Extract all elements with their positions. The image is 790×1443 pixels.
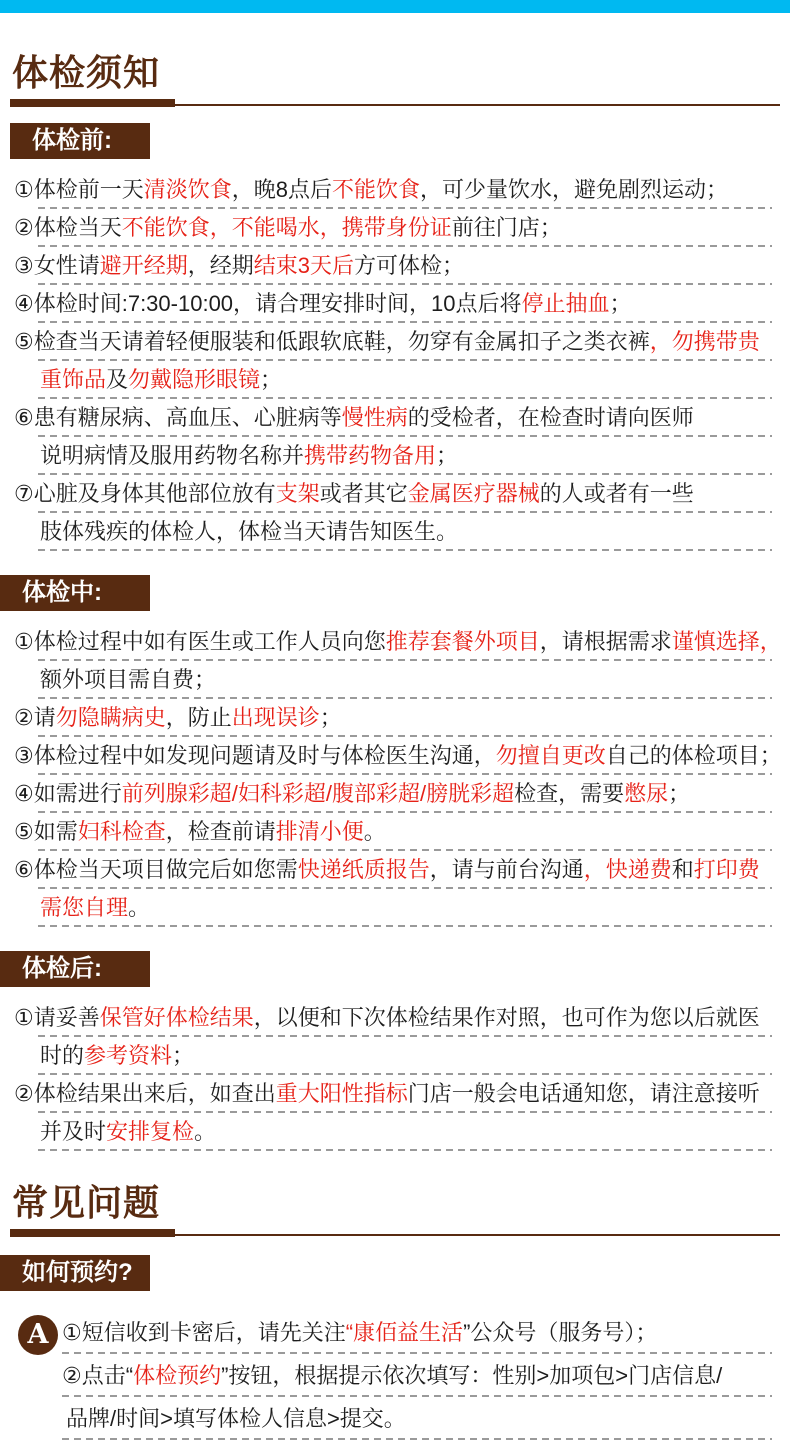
body-text: 。 [363, 819, 386, 844]
highlighted-text: “康佰益生活 [345, 1320, 464, 1345]
highlighted-text: 安排复检 [106, 1119, 195, 1144]
body-text: ①体检前一天 [14, 177, 144, 202]
body-text: ④如需进行 [14, 781, 122, 806]
body-text: 前往门店； [451, 215, 562, 240]
before-exam-list [14, 171, 772, 551]
body-text: ，检查前请 [165, 819, 276, 844]
body-text: ⑤如需 [14, 819, 78, 844]
highlighted-text: ，勿携带贵 [649, 329, 760, 354]
body-text: ，请与前台沟通 [429, 857, 584, 882]
highlighted-text: 打印费 [693, 857, 760, 882]
after-exam-list [14, 999, 772, 1151]
body-text: 额外项目需自费； [40, 667, 217, 692]
list-item-line [14, 661, 772, 699]
highlighted-text: 快递纸质报告 [297, 857, 430, 882]
body-text: ③体检过程中如发现问题请及时与体检医生沟通， [14, 743, 496, 768]
body-text: ②体检当天 [14, 215, 122, 240]
highlighted-text: 需您自理 [40, 895, 129, 920]
page-title: 体检须知 [12, 52, 161, 93]
list-item-line [14, 813, 772, 851]
list-item-line [62, 1397, 772, 1440]
highlighted-text: 重饰品 [40, 367, 107, 392]
section-heading-after-exam: 体检后: [0, 951, 150, 987]
body-text: 自己的体检项目； [605, 743, 782, 768]
body-text: 及 [106, 367, 129, 392]
body-text: ②点击“ [62, 1363, 134, 1388]
faq-answer-block [14, 1311, 772, 1440]
section-heading-before-exam: 体检前: [10, 123, 150, 159]
list-item-line [14, 361, 772, 399]
faq-title-underline [10, 1229, 780, 1237]
body-text: ，经期 [187, 253, 254, 278]
body-text: 肢体残疾的体检人，体检当天请告知医生。 [40, 519, 459, 544]
highlighted-text: 排清小便 [275, 819, 364, 844]
during-exam-list [14, 623, 782, 927]
list-item-line [14, 851, 772, 889]
highlighted-text: 避开经期 [99, 253, 188, 278]
highlighted-text: 推荐套餐外项目 [385, 629, 540, 654]
body-text: 或者其它 [319, 481, 408, 506]
highlighted-text: 携带药物备用 [304, 443, 437, 468]
body-text: ⑤检查当天请着轻便服装和低跟软底鞋，勿穿有金属扣子之类衣裤 [14, 329, 650, 354]
list-item-line [14, 775, 772, 813]
list-item-line [14, 889, 772, 927]
body-text: 时的 [40, 1043, 85, 1068]
list-item-line [62, 1311, 772, 1354]
highlighted-text: 不能饮食，不能喝水，携带身份证 [121, 215, 452, 240]
highlighted-text: 谨慎选择， [671, 629, 782, 654]
list-item-line [14, 247, 772, 285]
body-text: 方可体检； [354, 253, 465, 278]
section-heading-how-to-book: 如何预约? [0, 1255, 150, 1291]
list-item-line [14, 999, 772, 1037]
body-text: ，晚8点后 [231, 177, 332, 202]
body-text: 品牌/时间>填写体检人信息>提交。 [66, 1406, 406, 1431]
list-item-line [62, 1354, 772, 1397]
body-text: ； [609, 291, 632, 316]
title-underline [10, 99, 780, 107]
highlighted-text: 出现误诊 [231, 705, 320, 730]
faq-title: 常见问题 [12, 1182, 161, 1223]
list-item-line [14, 737, 782, 775]
answer-icon: A [18, 1315, 58, 1355]
body-text: ，以便和下次体检结果作对照，也可作为您以后就医 [253, 1005, 760, 1030]
highlighted-text: 妇科检查 [77, 819, 166, 844]
body-text: ②请 [14, 705, 56, 730]
body-text: 。 [128, 895, 151, 920]
body-text: 和 [671, 857, 694, 882]
body-text: 。 [194, 1119, 217, 1144]
body-text: 的受检者，在检查时请向医师 [407, 405, 694, 430]
highlighted-text: 慢性病 [341, 405, 408, 430]
body-text: ”按钮，根据提示依次填写：性别>加项包>门店信息/ [221, 1363, 723, 1388]
highlighted-text: 停止抽血 [521, 291, 610, 316]
highlighted-text: 憋尿 [624, 781, 669, 806]
highlighted-text: 金属医疗器械 [407, 481, 540, 506]
body-text: 的人或者有一些 [539, 481, 694, 506]
body-text: ； [172, 1043, 195, 1068]
highlighted-text: 清淡饮食 [143, 177, 232, 202]
body-text: ①体检过程中如有医生或工作人员向您 [14, 629, 386, 654]
body-text: ⑥体检当天项目做完后如您需 [14, 857, 298, 882]
highlighted-text: 重大阳性指标 [275, 1081, 408, 1106]
section-heading-during-exam: 体检中: [0, 575, 150, 611]
body-text: 门店一般会电话通知您，请注意接听 [407, 1081, 760, 1106]
body-text: ，请根据需求 [539, 629, 672, 654]
highlighted-text: 勿擅自更改 [495, 743, 606, 768]
faq-answer-list [62, 1311, 772, 1440]
body-text: ； [319, 705, 342, 730]
body-text: ，可少量饮水，避免剧烈运动； [420, 177, 729, 202]
list-item-line [14, 437, 772, 475]
body-text: ； [436, 443, 459, 468]
body-text: ②体检结果出来后，如查出 [14, 1081, 276, 1106]
body-text: ”公众号（服务号）； [463, 1320, 658, 1345]
highlighted-text: 不能饮食 [332, 177, 421, 202]
highlighted-text: ，快递费 [583, 857, 672, 882]
list-item-line [14, 1113, 772, 1151]
list-item-line [14, 399, 772, 437]
list-item-line [14, 323, 772, 361]
list-item-line [14, 1075, 772, 1113]
body-text: ⑥患有糖尿病、高血压、心脏病等 [14, 405, 342, 430]
body-text: ④体检时间:7:30-10:00，请合理安排时间，10点后将 [14, 291, 522, 316]
list-item-line [14, 1037, 772, 1075]
highlighted-text: 支架 [275, 481, 320, 506]
list-item-line [14, 475, 772, 513]
list-item-line [14, 285, 772, 323]
body-text: ，防止 [165, 705, 232, 730]
highlighted-text: 保管好体检结果 [99, 1005, 254, 1030]
list-item-line [14, 623, 782, 661]
list-item-line [14, 209, 772, 247]
highlighted-text: 参考资料 [84, 1043, 173, 1068]
list-item-line [14, 171, 772, 209]
highlighted-text: 勿隐瞒病史 [55, 705, 166, 730]
body-text: ①短信收到卡密后，请先关注 [62, 1320, 346, 1345]
highlighted-text: 勿戴隐形眼镜 [128, 367, 261, 392]
body-text: 检查，需要 [514, 781, 625, 806]
highlighted-text: 体检预约 [133, 1363, 222, 1388]
body-text: ； [668, 781, 691, 806]
list-item-line [14, 513, 772, 551]
body-text: ③女性请 [14, 253, 100, 278]
highlighted-text: 前列腺彩超/妇科彩超/腹部彩超/膀胱彩超 [121, 781, 515, 806]
top-accent-bar [0, 0, 790, 13]
body-text: ①请妥善 [14, 1005, 100, 1030]
body-text: 并及时 [40, 1119, 107, 1144]
body-text: ； [260, 367, 283, 392]
highlighted-text: 结束3天后 [253, 253, 355, 278]
body-text: ⑦心脏及身体其他部位放有 [14, 481, 276, 506]
body-text: 说明病情及服用药物名称并 [40, 443, 305, 468]
list-item-line [14, 699, 772, 737]
